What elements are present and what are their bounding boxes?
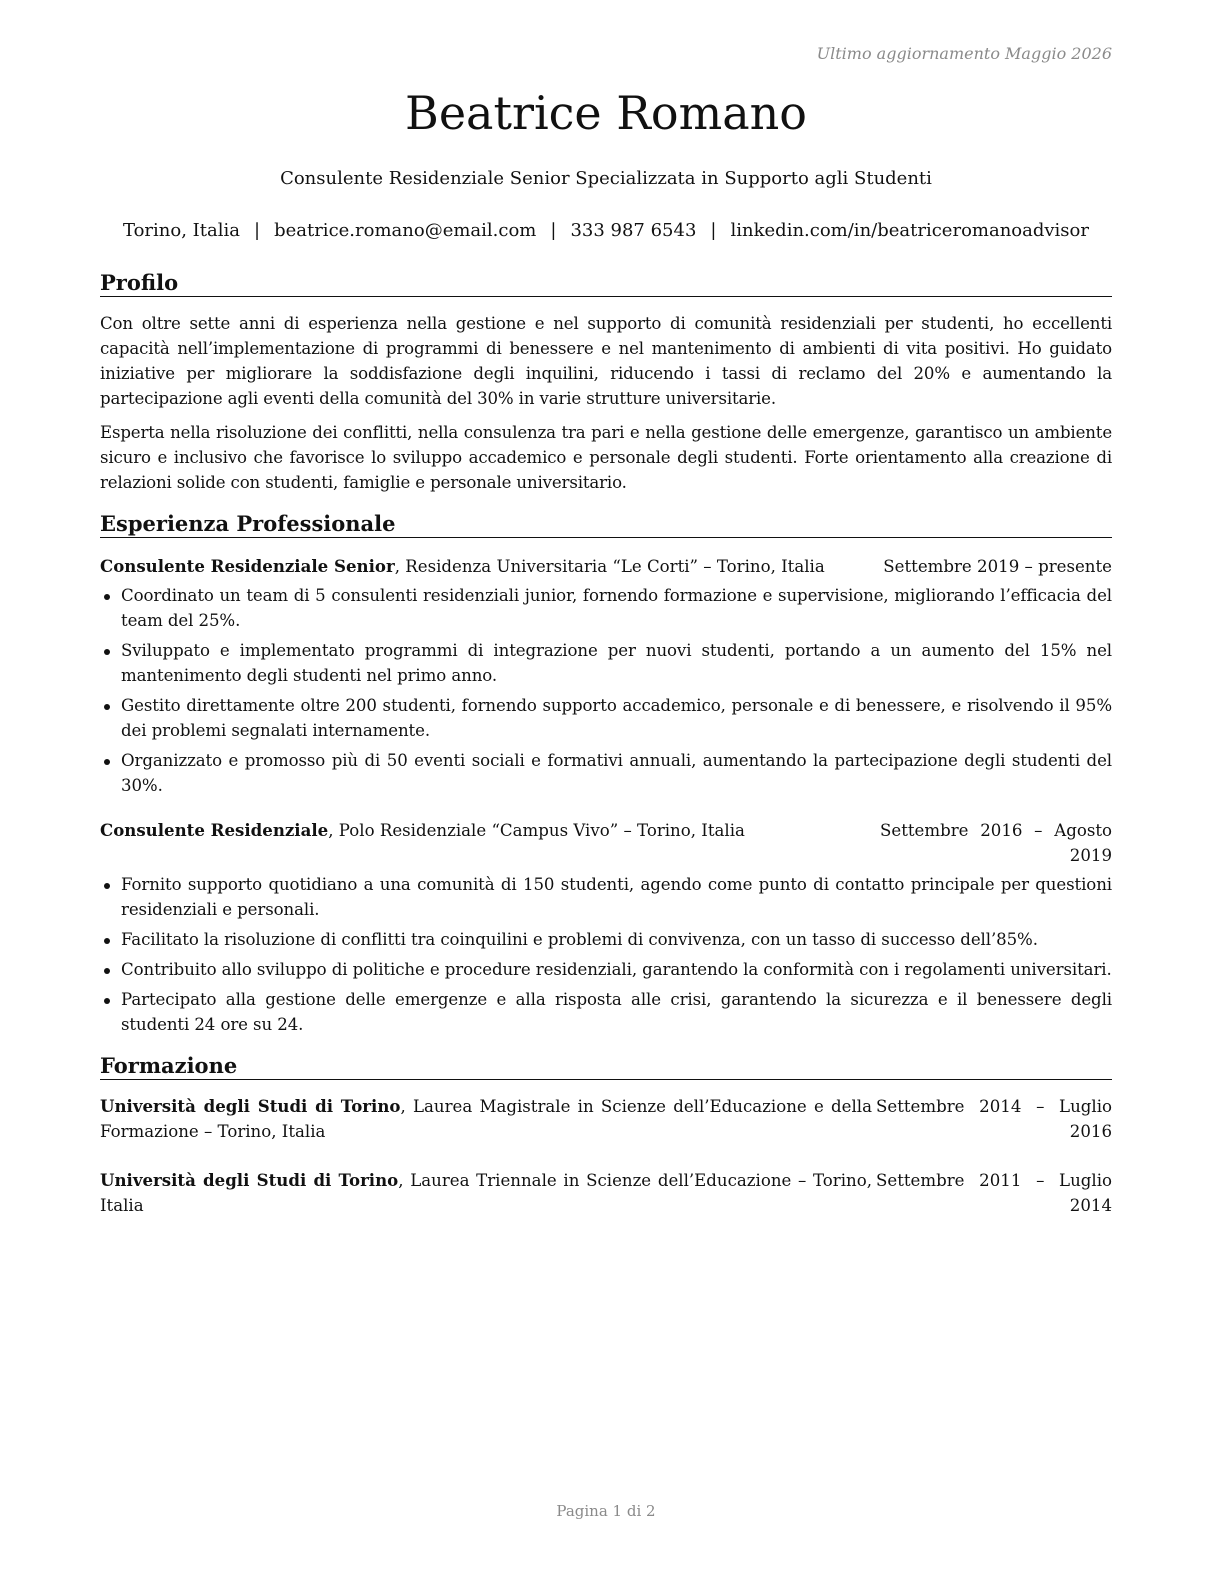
contact-separator: | [253,220,261,241]
candidate-name: Beatrice Romano [405,86,807,140]
bullet-icon [104,938,110,944]
list-item: Facilitato la risoluzione di conflitti tra coinquilini e problemi di convivenza, con un tasso di successo dell’85%. [100,927,1112,952]
contact-phone: 333 987 6543 [570,220,697,241]
job-header [100,554,1112,579]
candidate-subtitle: Consulente Residenziale Senior Specializzata in Supporto agli Studenti [280,168,932,189]
list-item: Organizzato e promosso più di 50 eventi sociali e formativi annuali, aumentando la partecipazione degli studenti del 30%. [100,748,1112,798]
job-header [100,818,1112,868]
job-bullets [100,583,1112,798]
list-item: Contribuito allo sviluppo di politiche e procedure residenziali, garantendo la conformità con i regolamenti universitari. [100,957,1112,982]
job-place: , Polo Residenziale “Campus Vivo” – Torino, Italia [328,821,745,840]
education-school: Università degli Studi di Torino [100,1170,399,1190]
list-item: Sviluppato e implementato programmi di integrazione per nuovi studenti, portando a un aumento del 15% nel mantenimento degli studenti nel primo anno. [100,638,1112,688]
bullet-icon [104,759,110,765]
contact-linkedin[interactable]: linkedin.com/in/beatriceromanoadvisor [730,220,1089,241]
job-place: , Residenza Universitaria “Le Corti” – Torino, Italia [394,557,825,576]
job-bullets [100,872,1112,1037]
job-dates: Settembre 2019 – presente [883,557,1112,576]
list-item: Partecipato alla gestione delle emergenze e alla risposta alle crisi, garantendo la sicurezza e il benessere degli studenti 24 ore su 24. [100,987,1112,1037]
section-title-education: Formazione [100,1053,1112,1080]
education-item [100,1094,1112,1144]
contact-location: Torino, Italia [122,220,240,241]
profile-paragraph: Con oltre sette anni di esperienza nella gestione e nel supporto di comunità residenziali per studenti, ho eccellenti capacità nell’implementazione di programmi di benessere e nel mantenimento di ambienti di vita positivi. Ho guidato iniziative per migliorare la soddisfazione degli inquilini, riducendo i tassi di reclamo del 20% e aumentando la partecipazione agli eventi della comunità del 30% in varie strutture universitarie. [100,314,1112,408]
contact-email[interactable]: beatrice.romano@email.com [274,220,537,241]
profile-paragraph: Esperta nella risoluzione dei conflitti, nella consulenza tra pari e nella gestione delle emergenze, garantisco un ambiente sicuro e inclusivo che favorisce lo sviluppo accademico e personale degli studenti. Forte orientamento alla creazione di relazioni solide con studenti, famiglie e personale universitario. [100,423,1112,492]
job-dates: Settembre 2016 – Agosto 2019 [880,821,1112,865]
bullet-icon [104,704,110,710]
section-title-profile: Profilo [100,270,1112,297]
education-dates: Settembre 2014 – Luglio 2016 [876,1097,1112,1141]
job-role: Consulente Residenziale [100,820,329,840]
job-role: Consulente Residenziale Senior [100,556,395,576]
list-item: Coordinato un team di 5 consulenti residenziali junior, fornendo formazione e supervisione, migliorando l’efficacia del team del 25%. [100,583,1112,633]
education-item [100,1168,1112,1218]
education-degree: , Laurea Magistrale in Scienze dell’Educazione e della Formazione – Torino, Italia [100,1097,872,1141]
education-school: Università degli Studi di Torino [100,1096,401,1116]
bullet-icon [104,998,110,1004]
education-dates: Settembre 2011 – Luglio 2014 [876,1171,1112,1215]
bullet-icon [104,649,110,655]
contact-separator: | [550,220,557,241]
contact-line [0,220,1212,241]
list-item: Gestito direttamente oltre 200 studenti, fornendo supporto accademico, personale e di benessere, e risolvendo il 95% dei problemi segnalati internamente. [100,693,1112,743]
bullet-icon [104,594,110,600]
section-title-experience: Esperienza Professionale [100,511,1112,538]
resume-content [100,270,1112,1218]
education-degree: , Laurea Triennale in Scienze dell’Educazione – Torino, Italia [100,1171,872,1215]
bullet-icon [104,968,110,974]
bullet-icon [104,883,110,889]
contact-separator: | [710,220,717,241]
last-updated: Ultimo aggiornamento Maggio 2026 [816,44,1112,63]
page-number: Pagina 1 di 2 [556,1502,656,1520]
list-item: Fornito supporto quotidiano a una comunità di 150 studenti, agendo come punto di contatto principale per questioni residenziali e personali. [100,872,1112,922]
